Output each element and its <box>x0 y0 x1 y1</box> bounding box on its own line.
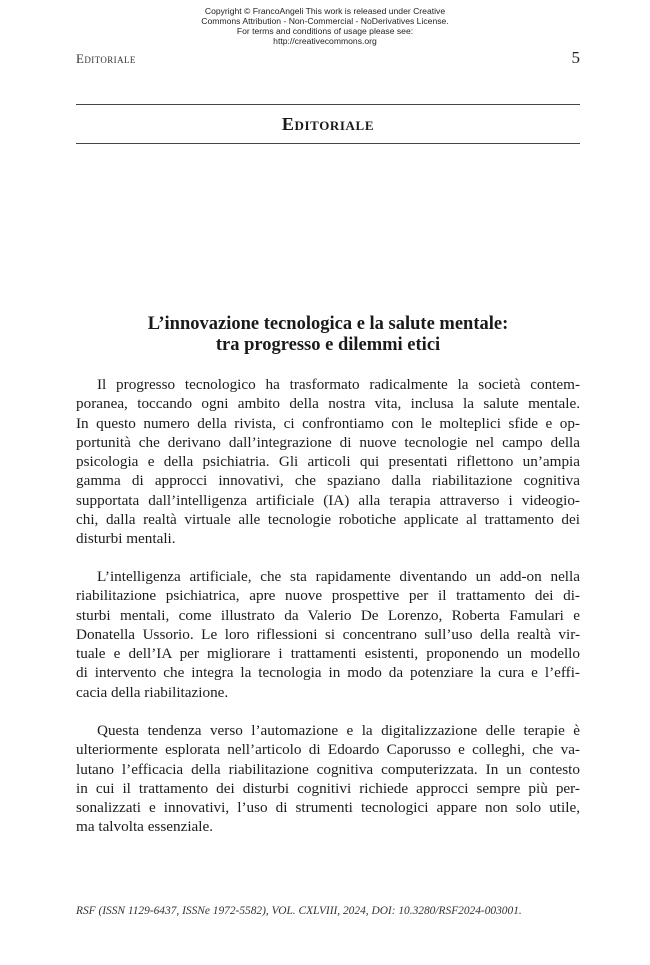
paragraph-line: poranea, toccando ogni ambito della nostra vita, inclusa la salute mentale. <box>76 395 580 413</box>
paragraph-line: ma talvolta essenziale. <box>76 818 214 836</box>
paragraph-line: Questa tendenza verso l’automazione e la digitalizzazione delle terapie è <box>97 722 580 739</box>
paragraph-line: portunità che derivano dall’integrazione di nuove tecnologie nel campo della <box>76 433 580 451</box>
paragraph-1 <box>76 375 580 549</box>
paragraph-line: cacia della riabilitazione. <box>76 683 229 701</box>
paragraph-line: sonalizzati e innovativi, l’uso di strumenti tecnologici appare non solo utile, <box>76 799 580 817</box>
paragraph-line: Il progresso tecnologico ha trasformato radicalmente la società contem- <box>97 376 580 393</box>
paragraph-line: supportata dall’intelligenza artificiale (IA) alla terapia attraverso i videogio- <box>76 491 580 509</box>
running-title: Editoriale <box>76 51 136 66</box>
paragraph-line: in cui il trattamento dei disturbi cognitivi richiede approcci sempre più per- <box>76 779 580 797</box>
copyright-line: For terms and conditions of usage please see: <box>236 26 414 36</box>
paragraph-line: gamma di approcci innovativi, che spaziano dalla riabilitazione cognitiva <box>76 472 580 490</box>
running-head <box>76 48 580 70</box>
paragraph-line: riabilitazione psichiatrica, apre nuove prospettive per il trattamento dei di- <box>76 587 580 605</box>
copyright-notice <box>0 6 650 46</box>
paragraph-line: sturbi mentali, come illustrato da Valerio De Lorenzo, Roberta Famulari e <box>76 606 580 624</box>
article-title-line: L’innovazione tecnologica e la salute mentale: <box>147 314 509 334</box>
paragraph-line: di intervento che integra la tecnologia in modo da potenziare la cura e l’effi- <box>76 664 580 682</box>
paragraph-line: lutano l’efficacia della riabilitazione cognitiva computerizzata. In un contesto <box>76 760 580 778</box>
footer-citation: RSF (ISSN 1129-6437, ISSNe 1972-5582), VOL. CXLVIII, 2024, DOI: 10.3280/RSF2024-003001. <box>76 905 522 917</box>
paragraph-line: tuale e dell’IA per migliorare i trattamenti esistenti, proponendo un modello <box>76 645 580 663</box>
page-number: 5 <box>571 48 580 67</box>
copyright-line: Commons Attribution - Non-Commercial - NoDerivatives License. <box>201 16 449 26</box>
paragraph-line: disturbi mentali. <box>76 530 176 548</box>
heading-rule-bottom <box>76 143 580 144</box>
paragraph-line: Donatella Ussorio. Le loro riflessioni si concentrano sull’uso della realtà vir- <box>76 625 580 643</box>
paragraph-line: psicologia e della psichiatria. Gli articoli qui presentati riflettono un’ampia <box>76 453 580 471</box>
section-heading: Editoriale <box>281 114 375 134</box>
paragraph-line: L’intelligenza artificiale, che sta rapidamente diventando un add-on nella <box>97 568 580 585</box>
article-title-line: tra progresso e dilemmi etici <box>215 335 441 355</box>
article-title <box>76 314 580 356</box>
paragraph-line: In questo numero della rivista, ci confrontiamo con le molteplici sfide e op- <box>76 414 580 432</box>
copyright-link[interactable]: http://creativecommons.org <box>273 36 377 46</box>
paragraph-3 <box>76 721 580 837</box>
heading-rule-top <box>76 104 580 105</box>
copyright-line: Copyright © FrancoAngeli This work is released under Creative <box>204 6 446 16</box>
paragraph-line: chi, dalla realtà virtuale alle tecnologie robotiche applicate al trattamento dei <box>76 511 580 529</box>
paragraph-line: ulteriormente esplorata nell’articolo di Edoardo Caporusso e colleghi, che va- <box>76 741 580 759</box>
paragraph-2 <box>76 567 580 702</box>
